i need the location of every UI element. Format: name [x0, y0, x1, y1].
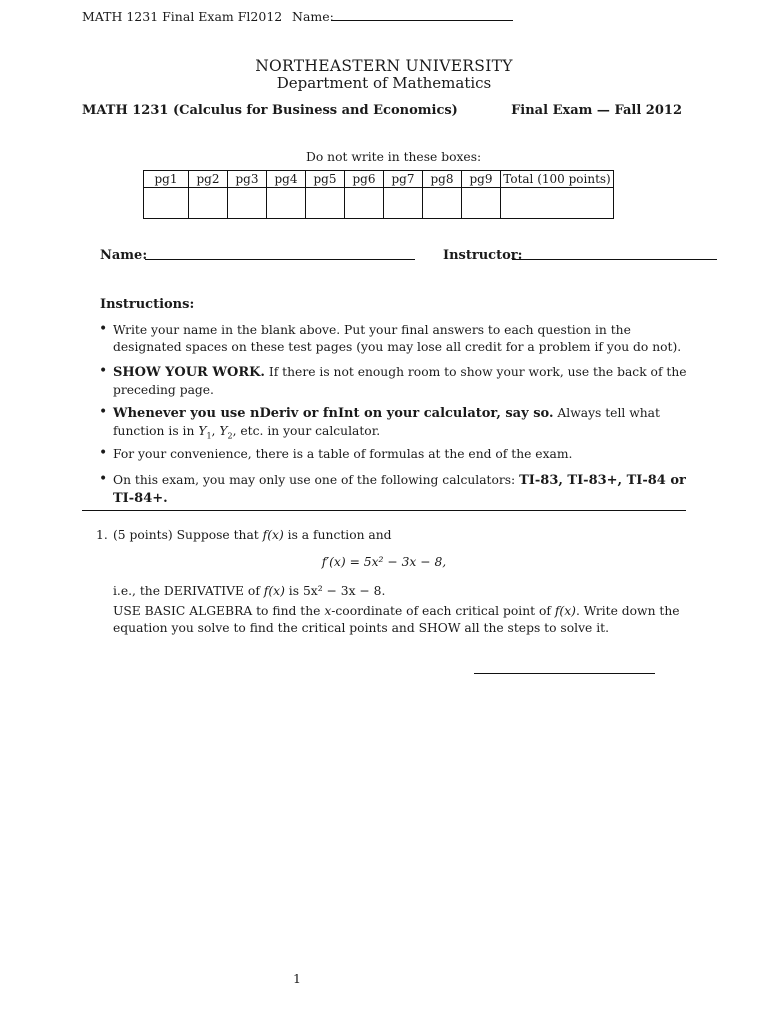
- score-box-pg3[interactable]: [228, 188, 267, 219]
- university-title: NORTHEASTERN UNIVERSITY: [255, 57, 513, 75]
- score-table-caption: Do not write in these boxes:: [306, 150, 482, 164]
- running-header-name-label: Name:: [292, 9, 334, 24]
- question-1-intro: [113, 527, 392, 544]
- instruction-item-2-bold: SHOW YOUR WORK.: [113, 365, 265, 380]
- page-number: 1: [293, 971, 301, 986]
- score-box-pg8[interactable]: [423, 188, 462, 219]
- question-1-line-3-b: -coordinate of each critical point of: [331, 604, 555, 618]
- question-1-intro-a: (5 points) Suppose that: [113, 528, 263, 542]
- score-box-pg6[interactable]: [345, 188, 384, 219]
- running-header-name-line[interactable]: [331, 20, 513, 21]
- score-col-pg2: pg2: [189, 171, 228, 188]
- running-header-course: MATH 1231 Final Exam Fl2012: [82, 9, 283, 24]
- bullet-icon: •: [99, 404, 108, 420]
- bullet-icon: •: [99, 363, 108, 379]
- instruction-item-3-y1-sub: 1: [206, 430, 212, 440]
- instruction-item-3-y1: Y: [198, 423, 207, 438]
- score-col-pg6: pg6: [345, 171, 384, 188]
- instructor-field-label: Instructor:: [443, 248, 523, 263]
- score-box-pg9[interactable]: [462, 188, 501, 219]
- exam-label: Final Exam — Fall 2012: [511, 103, 682, 118]
- score-col-pg5: pg5: [306, 171, 345, 188]
- instruction-item-5-text: On this exam, you may only use one of the following calculators:: [113, 473, 520, 487]
- instructions-heading: Instructions:: [100, 297, 195, 312]
- instruction-item-2: [113, 364, 693, 398]
- score-box-pg7[interactable]: [384, 188, 423, 219]
- question-1-line-3-c: . Write down the equation you solve to find the critical points and SHOW all the steps to solve it.: [113, 604, 680, 635]
- score-col-pg4: pg4: [267, 171, 306, 188]
- name-field-label: Name:: [100, 248, 148, 263]
- instruction-item-5: [113, 472, 693, 507]
- bullet-icon: •: [99, 445, 108, 461]
- instruction-item-1: Write your name in the blank above. Put your final answers to each question in the designated spaces on these test pages (you may lose all credit for a problem if you do not).: [113, 323, 682, 354]
- score-col-total: Total (100 points): [501, 171, 614, 188]
- score-box-pg1[interactable]: [144, 188, 189, 219]
- score-col-pg9: pg9: [462, 171, 501, 188]
- instruction-item-3-text-a: Always tell what function is in: [113, 406, 660, 438]
- instruction-item-3-bold: Whenever you use nDeriv or fnInt on your calculator, say so.: [113, 406, 554, 421]
- score-col-pg3: pg3: [228, 171, 267, 188]
- question-1-line-2: [113, 583, 385, 600]
- instruction-item-3-text-b: , etc. in your calculator.: [232, 423, 381, 438]
- instruction-item-3: [113, 405, 693, 444]
- score-col-pg7: pg7: [384, 171, 423, 188]
- instructor-field-line[interactable]: [512, 259, 717, 260]
- question-1-line-2-fx: f(x): [263, 584, 285, 598]
- section-divider: [82, 510, 686, 511]
- instruction-item-4: For your convenience, there is a table of formulas at the end of the exam.: [113, 447, 573, 461]
- score-box-total[interactable]: [501, 188, 614, 219]
- score-col-pg1: pg1: [144, 171, 189, 188]
- question-1-intro-b: is a function and: [283, 528, 392, 542]
- question-1-line-3: [113, 603, 693, 636]
- score-box-pg5[interactable]: [306, 188, 345, 219]
- question-1-line-3-fx: f(x): [554, 604, 576, 618]
- name-field-line[interactable]: [145, 259, 415, 260]
- bullet-icon: •: [99, 471, 108, 487]
- score-box-pg2[interactable]: [189, 188, 228, 219]
- question-1-fx: f(x): [262, 528, 284, 542]
- question-1-line-2-b: is 5x² − 3x − 8.: [284, 584, 386, 598]
- question-1-line-3-a: USE BASIC ALGEBRA to find the: [113, 604, 325, 618]
- instruction-item-3-y2-sub: 2: [227, 430, 233, 440]
- course-title: MATH 1231 (Calculus for Business and Economics): [82, 103, 458, 118]
- instruction-item-3-sep: ,: [211, 423, 220, 438]
- question-1-line-2-a: i.e., the DERIVATIVE of: [113, 584, 264, 598]
- score-box-pg4[interactable]: [267, 188, 306, 219]
- instruction-item-5-bold: TI-83, TI-83+, TI-84 or TI-84+.: [113, 473, 686, 506]
- question-1-number: 1.: [96, 528, 108, 542]
- instruction-item-2-text: If there is not enough room to show your work, use the back of the preceding page.: [113, 365, 687, 397]
- question-1-answer-line[interactable]: [474, 673, 655, 674]
- score-col-pg8: pg8: [423, 171, 462, 188]
- bullet-icon: •: [99, 321, 108, 337]
- instruction-item-3-y2: Y: [219, 423, 228, 438]
- department-title: Department of Mathematics: [276, 74, 492, 92]
- question-1-line-3-x: x: [324, 604, 332, 618]
- question-1-equation: f′(x) = 5x² − 3x − 8,: [321, 555, 447, 569]
- score-table: [143, 170, 614, 219]
